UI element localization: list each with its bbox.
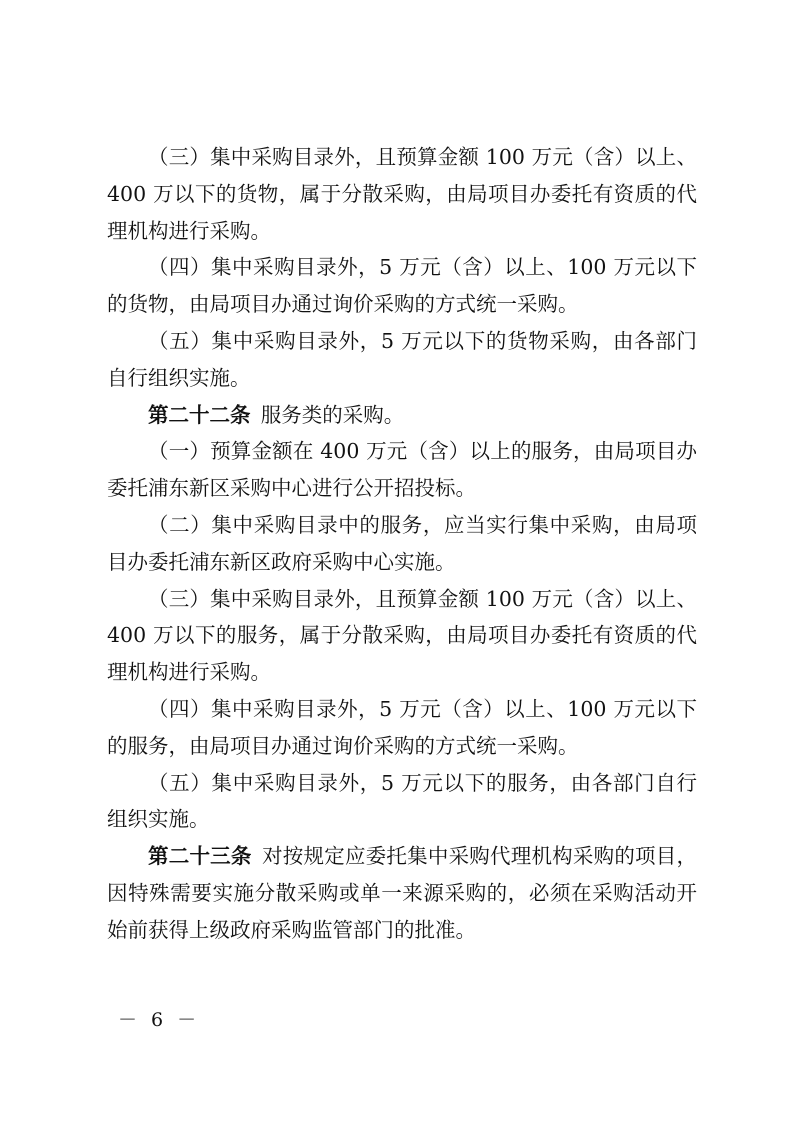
article-22 xyxy=(107,397,697,434)
paragraph-text: （一）预算金额在 400 万元（含）以上的服务，由局项目办委托浦东新区采购中心进行公开招投标。 xyxy=(107,439,697,501)
paragraph-services-item-2 xyxy=(107,507,697,581)
article-heading: 第二十三条 xyxy=(148,844,252,869)
paragraph-services-item-4 xyxy=(107,691,697,765)
article-heading: 第二十二条 xyxy=(148,402,251,427)
paragraph-text: 对按规定应委托集中采购代理机构采购的项目，因特殊需要实施分散采购或单一来源采购的，必须在采购活动开始前获得上级政府采购监管部门的批准。 xyxy=(107,844,698,942)
paragraph-text: （三）集中采购目录外，且预算金额 100 万元（含）以上、400 万以下的服务，属于分散采购，由局项目办委托有资质的代理机构进行采购。 xyxy=(107,586,697,685)
paragraph-text: （四）集中采购目录外，5 万元（含）以上、100 万元以下的货物，由局项目办通过询价采购的方式统一采购。 xyxy=(107,255,697,317)
paragraph-text: （五）集中采购目录外，5 万元以下的服务，由各部门自行组织实施。 xyxy=(107,770,697,832)
paragraph-services-item-5 xyxy=(107,765,697,839)
paragraph-goods-item-4 xyxy=(107,249,697,323)
paragraph-text: （四）集中采购目录外，5 万元（含）以上、100 万元以下的服务，由局项目办通过询价采购的方式统一采购。 xyxy=(107,696,697,758)
paragraph-goods-item-3 xyxy=(107,139,697,249)
paragraph-goods-item-5 xyxy=(107,323,697,397)
paragraph-text: （三）集中采购目录外，且预算金额 100 万元（含）以上、400 万以下的货物，属于分散采购，由局项目办委托有资质的代理机构进行采购。 xyxy=(107,145,697,243)
paragraph-text: （五）集中采购目录外，5 万元以下的货物采购，由各部门自行组织实施。 xyxy=(107,328,697,390)
paragraph-text: 服务类的采购。 xyxy=(260,402,405,427)
article-spacer xyxy=(252,844,262,868)
document-body xyxy=(107,139,697,949)
article-23 xyxy=(107,838,697,948)
paragraph-text: （二）集中采购目录中的服务，应当实行集中采购，由局项目办委托浦东新区政府采购中心实施。 xyxy=(107,512,697,574)
paragraph-services-item-3 xyxy=(107,581,697,691)
page-number: － 6 － xyxy=(118,1009,201,1031)
paragraph-services-item-1 xyxy=(107,433,697,507)
article-spacer xyxy=(251,403,261,427)
